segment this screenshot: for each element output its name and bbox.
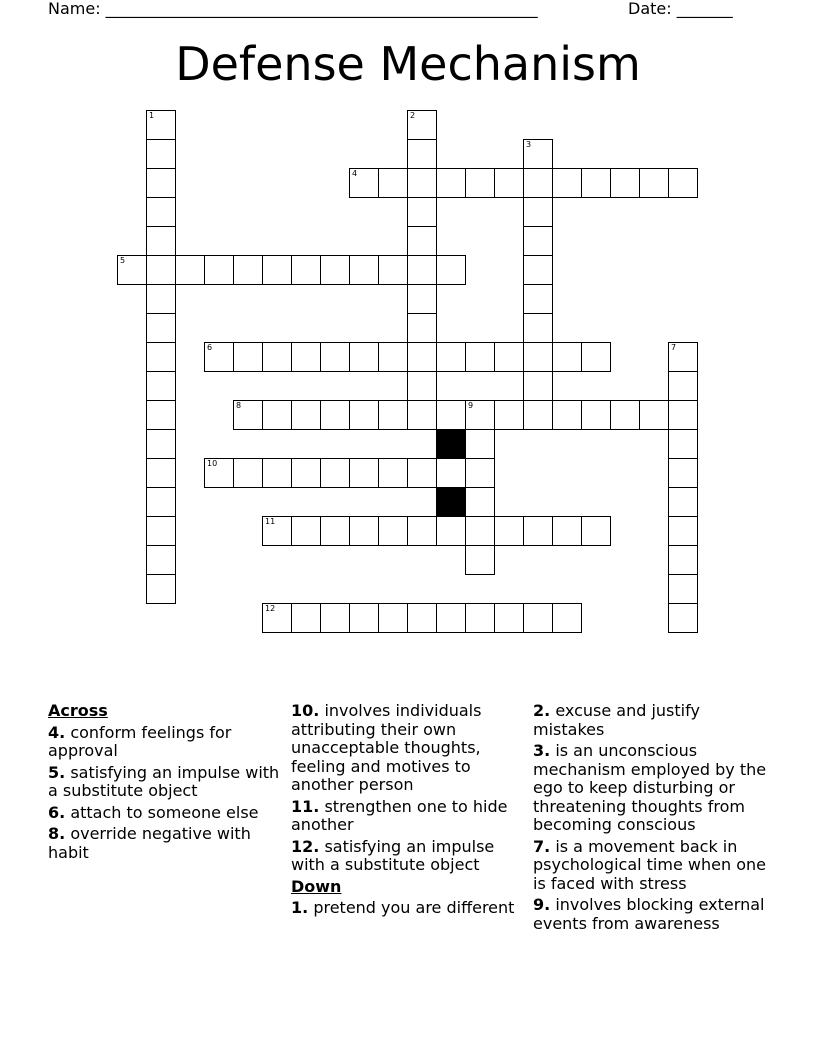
- grid-cell[interactable]: [233, 255, 263, 285]
- grid-cell[interactable]: [465, 168, 495, 198]
- grid-cell[interactable]: [233, 400, 263, 430]
- clue-column-1: [48, 702, 284, 865]
- grid-cell[interactable]: [668, 168, 698, 198]
- clue-across-12: 12. satisfying an impulse with a substitute object: [291, 836, 495, 874]
- grid-cell[interactable]: [349, 255, 379, 285]
- grid-cell[interactable]: [291, 458, 321, 488]
- clue-number: 5: [120, 256, 126, 265]
- grid-cell[interactable]: [523, 255, 553, 285]
- grid-cell[interactable]: [262, 458, 292, 488]
- grid-cell[interactable]: [146, 226, 176, 256]
- grid-cell[interactable]: [523, 313, 553, 343]
- grid-cell[interactable]: [668, 516, 698, 546]
- grid-cell[interactable]: [146, 545, 176, 575]
- grid-cell[interactable]: [494, 168, 524, 198]
- clue-down-1: 1. pretend you are different: [291, 898, 515, 917]
- grid-cell[interactable]: [233, 458, 263, 488]
- grid-cell[interactable]: [494, 603, 524, 633]
- clue-down-2: 2. excuse and justify mistakes: [533, 701, 700, 739]
- grid-cell[interactable]: [407, 284, 437, 314]
- grid-cell[interactable]: [436, 400, 466, 430]
- grid-cell[interactable]: [146, 139, 176, 169]
- grid-cell[interactable]: [378, 342, 408, 372]
- grid-cell[interactable]: [407, 313, 437, 343]
- grid-cell[interactable]: [349, 603, 379, 633]
- grid-cell[interactable]: [146, 487, 176, 517]
- grid-cell[interactable]: [291, 516, 321, 546]
- grid-cell[interactable]: [204, 458, 234, 488]
- grid-cell[interactable]: [581, 168, 611, 198]
- grid-cell[interactable]: [668, 603, 698, 633]
- grid-cell[interactable]: [349, 400, 379, 430]
- grid-cell[interactable]: [407, 255, 437, 285]
- grid-cell[interactable]: [668, 545, 698, 575]
- grid-cell[interactable]: [523, 168, 553, 198]
- name-field-label[interactable]: Name: ______________________________________________________: [48, 0, 538, 18]
- grid-cell[interactable]: [291, 603, 321, 633]
- grid-cell[interactable]: [523, 284, 553, 314]
- grid-cell[interactable]: [465, 429, 495, 459]
- grid-cell[interactable]: [465, 400, 495, 430]
- grid-cell[interactable]: [349, 458, 379, 488]
- down-heading: Down: [291, 876, 342, 896]
- grid-cell[interactable]: [523, 603, 553, 633]
- grid-cell[interactable]: [552, 400, 582, 430]
- grid-cell[interactable]: [436, 458, 466, 488]
- grid-cell[interactable]: [146, 400, 176, 430]
- grid-cell[interactable]: [146, 168, 176, 198]
- grid-cell[interactable]: [465, 545, 495, 575]
- grid-cell[interactable]: [262, 255, 292, 285]
- grid-cell[interactable]: [378, 516, 408, 546]
- clue-number: 8: [236, 401, 242, 410]
- grid-cell[interactable]: [610, 400, 640, 430]
- grid-cell[interactable]: [668, 458, 698, 488]
- grid-cell[interactable]: [407, 168, 437, 198]
- clue-across-4: 4. conform feelings for approval: [48, 722, 232, 760]
- grid-cell[interactable]: [349, 516, 379, 546]
- grid-cell[interactable]: [407, 458, 437, 488]
- clue-number: 3: [526, 140, 532, 149]
- clue-number: 9: [468, 401, 474, 410]
- grid-cell[interactable]: [552, 516, 582, 546]
- clue-number: 7: [671, 343, 677, 352]
- clue-across-5: 5. satisfying an impulse with a substitute object: [48, 762, 280, 800]
- grid-cell[interactable]: [291, 342, 321, 372]
- grid-cell[interactable]: [204, 255, 234, 285]
- grid-cell[interactable]: [523, 197, 553, 227]
- puzzle-title: Defense Mechanism: [175, 37, 641, 91]
- grid-cell[interactable]: [465, 487, 495, 517]
- grid-cell[interactable]: [407, 371, 437, 401]
- grid-cell[interactable]: [146, 313, 176, 343]
- clue-down-7: 7. is a movement back in psychological time when one is faced with stress: [533, 836, 766, 893]
- grid-cell[interactable]: [320, 255, 350, 285]
- grid-cell[interactable]: [494, 342, 524, 372]
- grid-cell[interactable]: [436, 255, 466, 285]
- grid-cell[interactable]: [436, 516, 466, 546]
- clue-number: 2: [410, 111, 416, 120]
- grid-cell[interactable]: [465, 516, 495, 546]
- grid-cell[interactable]: [668, 487, 698, 517]
- grid-cell[interactable]: [262, 342, 292, 372]
- clue-across-10: 10. involves individuals attributing their own unacceptable thoughts, feeling and motives to another person: [291, 701, 482, 794]
- grid-cell[interactable]: [407, 342, 437, 372]
- grid-cell[interactable]: [378, 458, 408, 488]
- grid-cell[interactable]: [610, 168, 640, 198]
- grid-cell[interactable]: [262, 400, 292, 430]
- grid-cell[interactable]: [494, 516, 524, 546]
- clue-number: 11: [265, 517, 276, 526]
- grid-cell[interactable]: [407, 516, 437, 546]
- clue-column-2: [291, 702, 527, 921]
- grid-cell[interactable]: [146, 371, 176, 401]
- grid-cell[interactable]: [146, 284, 176, 314]
- clue-down-9: 9. involves blocking external events from awareness: [533, 895, 765, 933]
- grid-cell[interactable]: [494, 400, 524, 430]
- clue-across-11: 11. strengthen one to hide another: [291, 796, 508, 834]
- grid-cell[interactable]: [407, 197, 437, 227]
- grid-cell[interactable]: [436, 168, 466, 198]
- grid-cell[interactable]: [320, 342, 350, 372]
- grid-cell[interactable]: [407, 603, 437, 633]
- grid-cell[interactable]: [552, 342, 582, 372]
- grid-cell[interactable]: [668, 371, 698, 401]
- grid-cell[interactable]: [349, 168, 379, 198]
- grid-cell[interactable]: [146, 197, 176, 227]
- grid-cell[interactable]: [552, 168, 582, 198]
- grid-cell[interactable]: [407, 110, 437, 140]
- grid-cell[interactable]: [204, 342, 234, 372]
- grid-cell[interactable]: [378, 400, 408, 430]
- grid-cell[interactable]: [320, 400, 350, 430]
- grid-cell[interactable]: [233, 342, 263, 372]
- grid-cell[interactable]: [146, 342, 176, 372]
- grid-cell[interactable]: [668, 400, 698, 430]
- black-square: [436, 487, 466, 517]
- clue-number: 10: [207, 459, 218, 468]
- clue-number: 12: [265, 604, 276, 613]
- grid-cell[interactable]: [523, 226, 553, 256]
- grid-cell[interactable]: [668, 574, 698, 604]
- across-heading: Across: [48, 701, 108, 720]
- grid-cell[interactable]: [465, 342, 495, 372]
- clue-down-3: 3. is an unconscious mechanism employed by the ego to keep disturbing or threatening thoughts from becoming conscious: [533, 741, 767, 834]
- grid-cell[interactable]: [320, 458, 350, 488]
- grid-cell[interactable]: [320, 516, 350, 546]
- grid-cell[interactable]: [523, 342, 553, 372]
- clue-number: 1: [149, 111, 155, 120]
- clue-column-3: [533, 702, 773, 936]
- grid-cell[interactable]: [349, 342, 379, 372]
- grid-cell[interactable]: [262, 516, 292, 546]
- grid-cell[interactable]: [146, 429, 176, 459]
- grid-cell[interactable]: [552, 603, 582, 633]
- grid-cell[interactable]: [523, 139, 553, 169]
- grid-cell[interactable]: [407, 400, 437, 430]
- clue-across-8: 8. override negative with habit: [48, 824, 251, 862]
- clue-number: 6: [207, 343, 213, 352]
- grid-cell[interactable]: [146, 516, 176, 546]
- grid-cell[interactable]: [465, 458, 495, 488]
- clue-number: 4: [352, 169, 358, 178]
- grid-cell[interactable]: [117, 255, 147, 285]
- grid-cell[interactable]: [146, 574, 176, 604]
- grid-cell[interactable]: [581, 400, 611, 430]
- grid-cell[interactable]: [523, 400, 553, 430]
- grid-cell[interactable]: [378, 168, 408, 198]
- grid-cell[interactable]: [146, 458, 176, 488]
- grid-cell[interactable]: [639, 400, 669, 430]
- clue-across-6: 6. attach to someone else: [48, 802, 259, 822]
- grid-cell[interactable]: [320, 603, 350, 633]
- grid-cell[interactable]: [407, 226, 437, 256]
- date-field-label[interactable]: Date: _______: [628, 0, 733, 18]
- grid-cell[interactable]: [668, 429, 698, 459]
- grid-cell[interactable]: [639, 168, 669, 198]
- grid-cell[interactable]: [378, 255, 408, 285]
- grid-cell[interactable]: [523, 516, 553, 546]
- grid-cell[interactable]: [146, 110, 176, 140]
- grid-cell[interactable]: [465, 603, 495, 633]
- grid-cell[interactable]: [581, 342, 611, 372]
- grid-cell[interactable]: [291, 400, 321, 430]
- grid-cell[interactable]: [436, 603, 466, 633]
- grid-cell[interactable]: [581, 516, 611, 546]
- grid-cell[interactable]: [378, 603, 408, 633]
- grid-cell[interactable]: [175, 255, 205, 285]
- grid-cell[interactable]: [262, 603, 292, 633]
- grid-cell[interactable]: [291, 255, 321, 285]
- grid-cell[interactable]: [436, 342, 466, 372]
- black-square: [436, 429, 466, 459]
- grid-cell[interactable]: [668, 342, 698, 372]
- grid-cell[interactable]: [146, 255, 176, 285]
- grid-cell[interactable]: [407, 139, 437, 169]
- grid-cell[interactable]: [523, 371, 553, 401]
